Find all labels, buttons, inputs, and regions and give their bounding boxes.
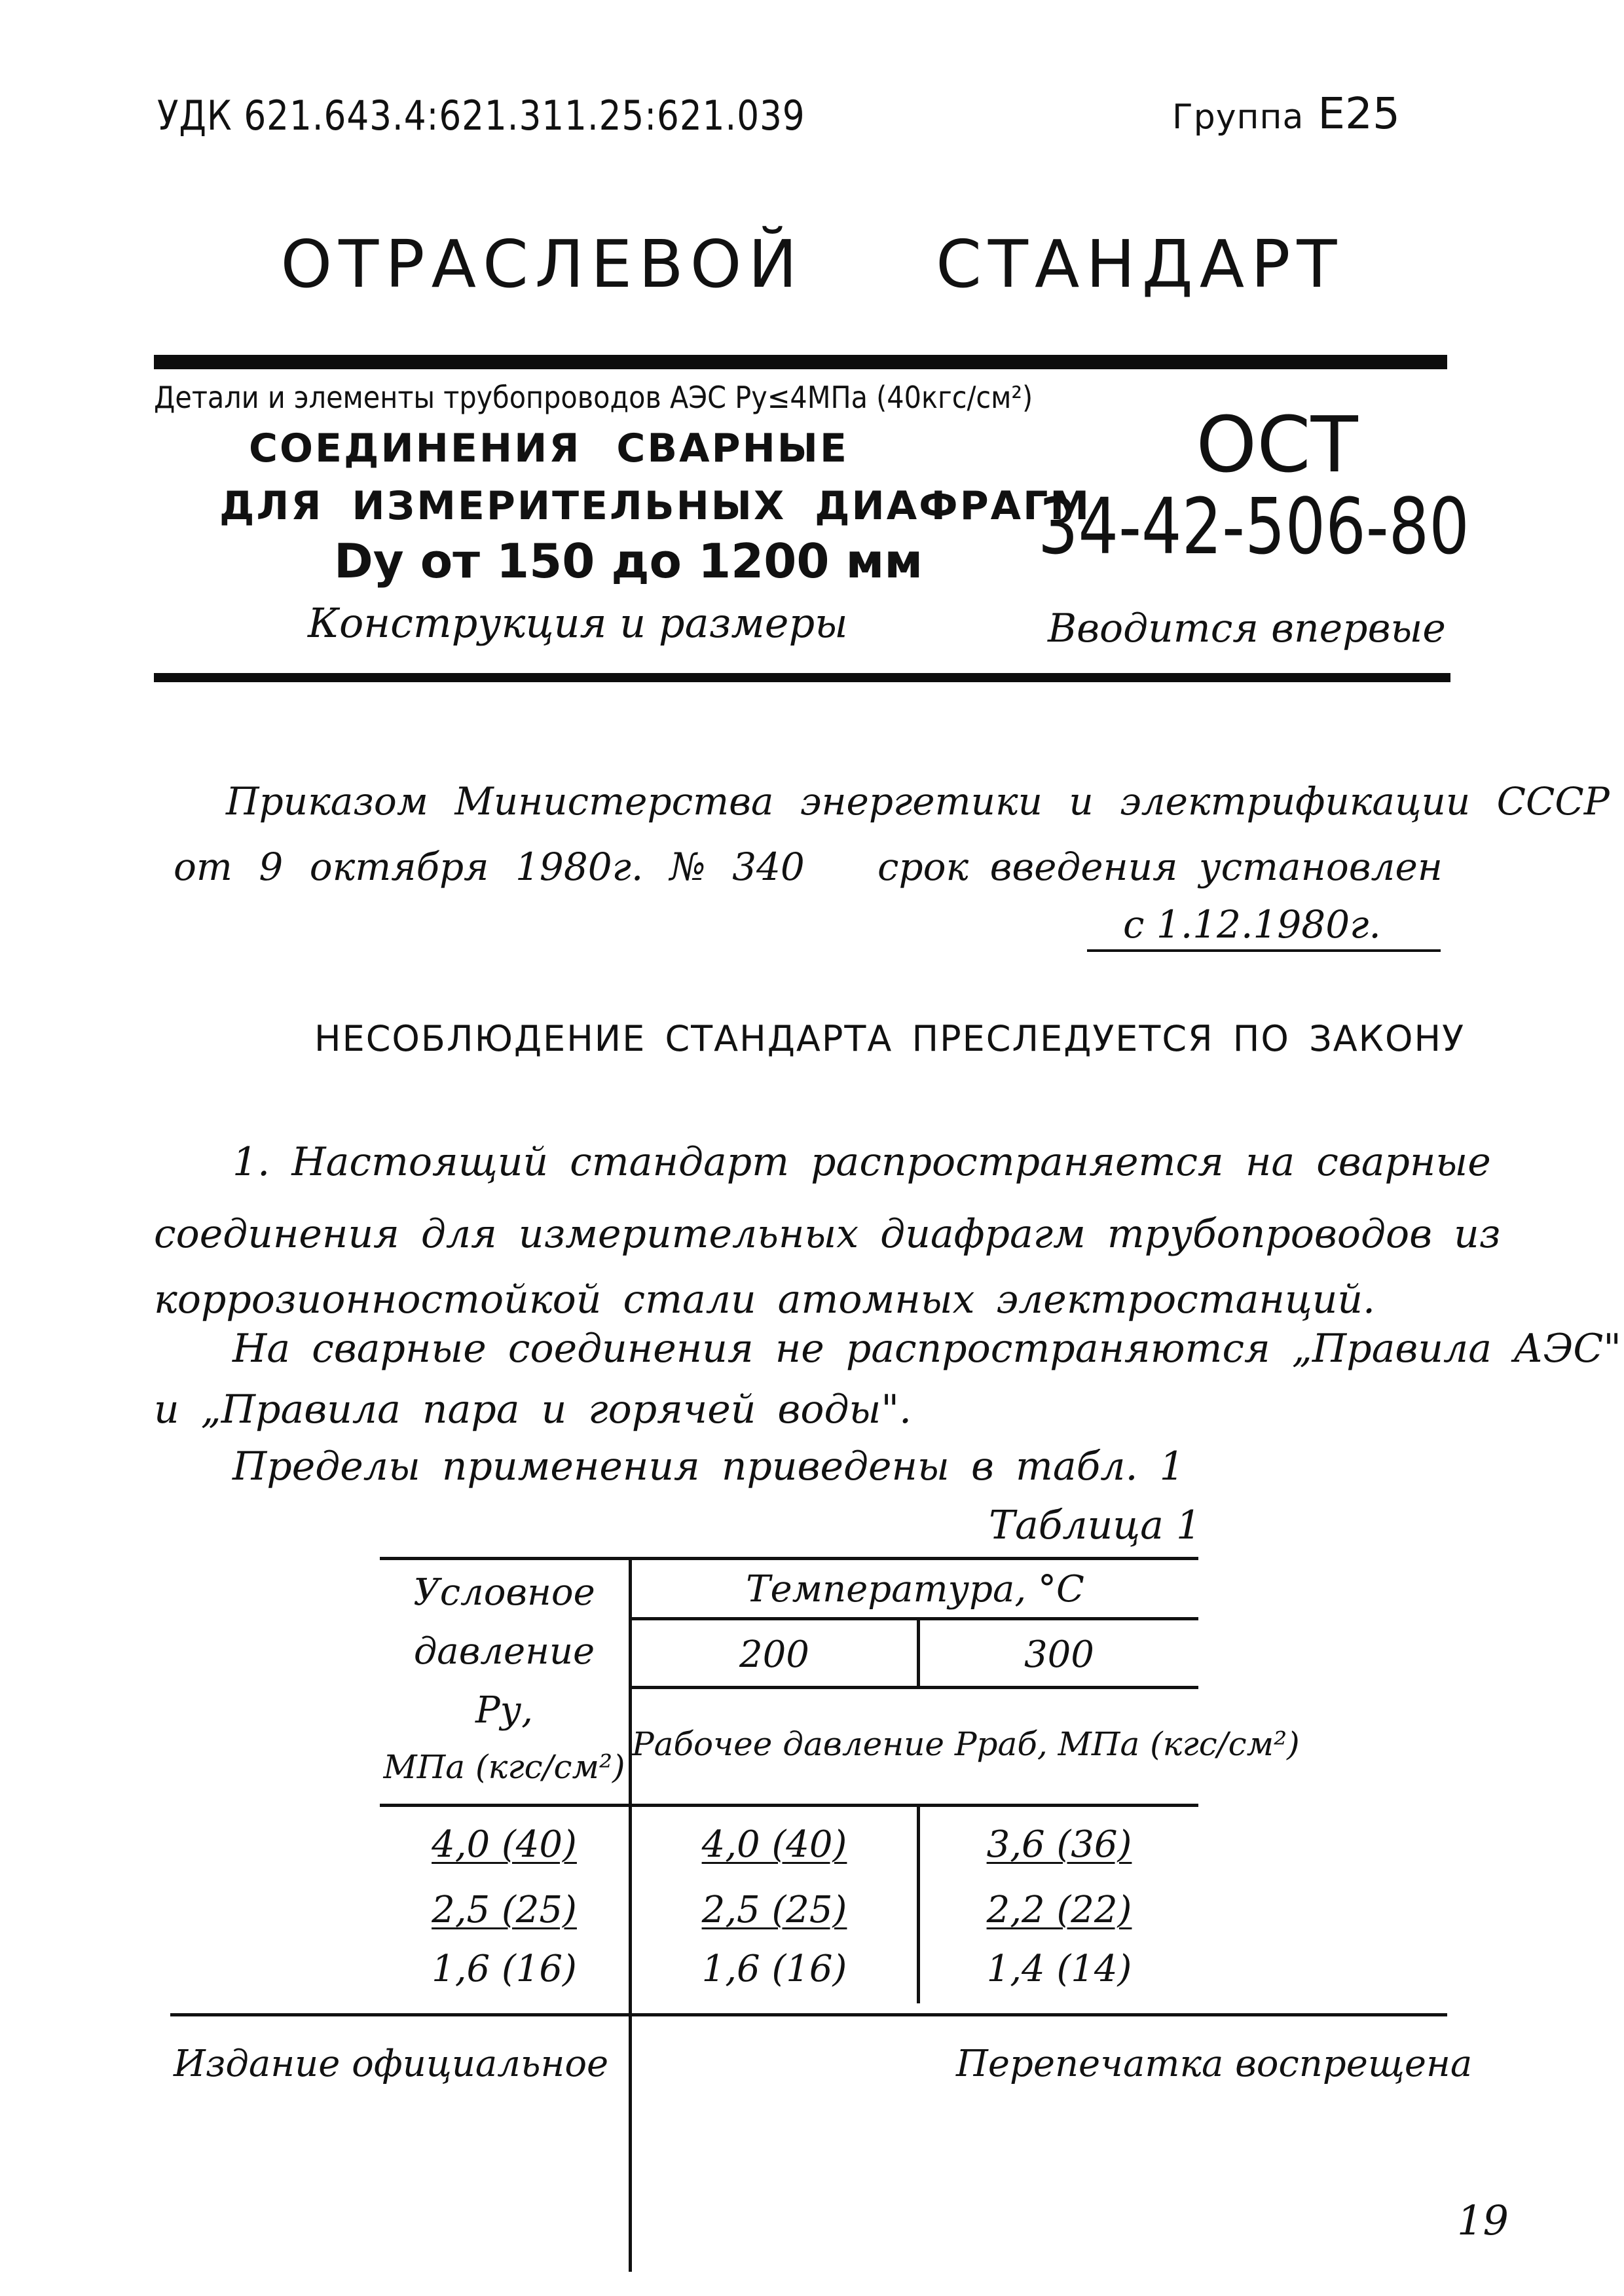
order-line-1: Приказом Министерства энергетики и электрификации СССР (226, 779, 1610, 824)
standard-name-line-3: Dу от 150 до 1200 мм (334, 534, 923, 589)
standard-subtitle: Конструкция и размеры (308, 599, 848, 647)
header-temp-200: 200 (739, 1633, 809, 1676)
title-block-bottom-rule (154, 673, 1450, 682)
row-2-t300: 2,2 (22) (986, 1889, 1132, 1931)
row-3-t200: 1,6 (16) (701, 1948, 847, 1990)
introduction-note: Вводится впервые (1048, 606, 1446, 651)
header-temp-300: 300 (1024, 1633, 1094, 1676)
row-3-t300: 1,4 (14) (986, 1948, 1132, 1990)
order-line-2-term: срок введения установлен (877, 845, 1443, 889)
ost-label: ОСТ (1196, 399, 1358, 490)
group-word: Группа (1172, 98, 1304, 137)
row-1-nominal: 4,0 (40) (432, 1823, 577, 1866)
table-bottom-rule (170, 2013, 1447, 2016)
header-left-line-3: Pу, (475, 1689, 533, 1732)
title-block-top-rule (154, 355, 1447, 369)
temps-underline (630, 1686, 1198, 1689)
udk-code: УДК 621.643.4:621.311.25:621.039 (157, 92, 805, 139)
row-2-t200: 2,5 (25) (701, 1889, 847, 1931)
standard-name-line-1: СОЕДИНЕНИЯ СВАРНЫЕ (249, 426, 849, 471)
paragraph-line-2: соединения для измерительных диафрагм трубопроводов из (154, 1211, 1501, 1257)
header-left-line-2: давление (413, 1630, 595, 1673)
paragraph-line-1: 1. Настоящий стандарт распространяется на сварные (232, 1139, 1491, 1185)
header-bottom-rule (380, 1804, 1198, 1807)
paragraph-line-4: На сварные соединения не распространяются „Правила АЭС" (232, 1326, 1621, 1372)
row-1-t300: 3,6 (36) (986, 1823, 1132, 1866)
standard-name-line-2: ДЛЯ ИЗМЕРИТЕЛЬНЫХ ДИАФРАГМ (219, 483, 1092, 529)
paragraph-line-6: Пределы применения приведены в табл. 1 (232, 1444, 1185, 1489)
header-left-line-4: МПа (кгс/см²) (383, 1748, 625, 1786)
order-line-2-date: от 9 октября 1980г. № 340 (174, 845, 805, 889)
group-label (1172, 88, 1400, 139)
effective-date-underline (1087, 949, 1441, 952)
legal-warning: НЕСОБЛЮДЕНИЕ СТАНДАРТА ПРЕСЛЕДУЕТСЯ ПО ЗАКОНУ (314, 1018, 1465, 1059)
ost-number: 34-42-506-80 (1038, 481, 1469, 572)
row-1-t200: 4,0 (40) (701, 1823, 847, 1866)
page-number: 19 (1457, 2196, 1509, 2244)
edition-note: Издание официальное (174, 2043, 609, 2085)
header-working-pressure: Рабочее давление Pраб, МПа (кгс/см²) (632, 1725, 1300, 1763)
row-3-nominal: 1,6 (16) (432, 1948, 577, 1990)
header-left-line-1: Условное (413, 1571, 595, 1614)
group-code: Е25 (1318, 88, 1401, 139)
order-effective-date: с 1.12.1980г. (1123, 902, 1381, 947)
table-caption: Таблица 1 (989, 1503, 1202, 1548)
header-temperature: Температура, °С (746, 1568, 1084, 1611)
reprint-note: Перепечатка воспрещена (956, 2043, 1473, 2085)
paragraph-line-5: и „Правила пара и горячей воды". (154, 1387, 912, 1432)
series-name: Детали и элементы трубопроводов АЭС Pу≤4МПа (40кгс/см²) (154, 380, 1033, 415)
document-title: ОТРАСЛЕВОЙ СТАНДАРТ (280, 226, 1344, 302)
table-top-rule (380, 1557, 1198, 1560)
row-2-nominal: 2,5 (25) (432, 1889, 577, 1931)
paragraph-line-3: коррозионностойкой стали атомных электростанций. (154, 1277, 1376, 1322)
temperature-underline (630, 1617, 1198, 1620)
